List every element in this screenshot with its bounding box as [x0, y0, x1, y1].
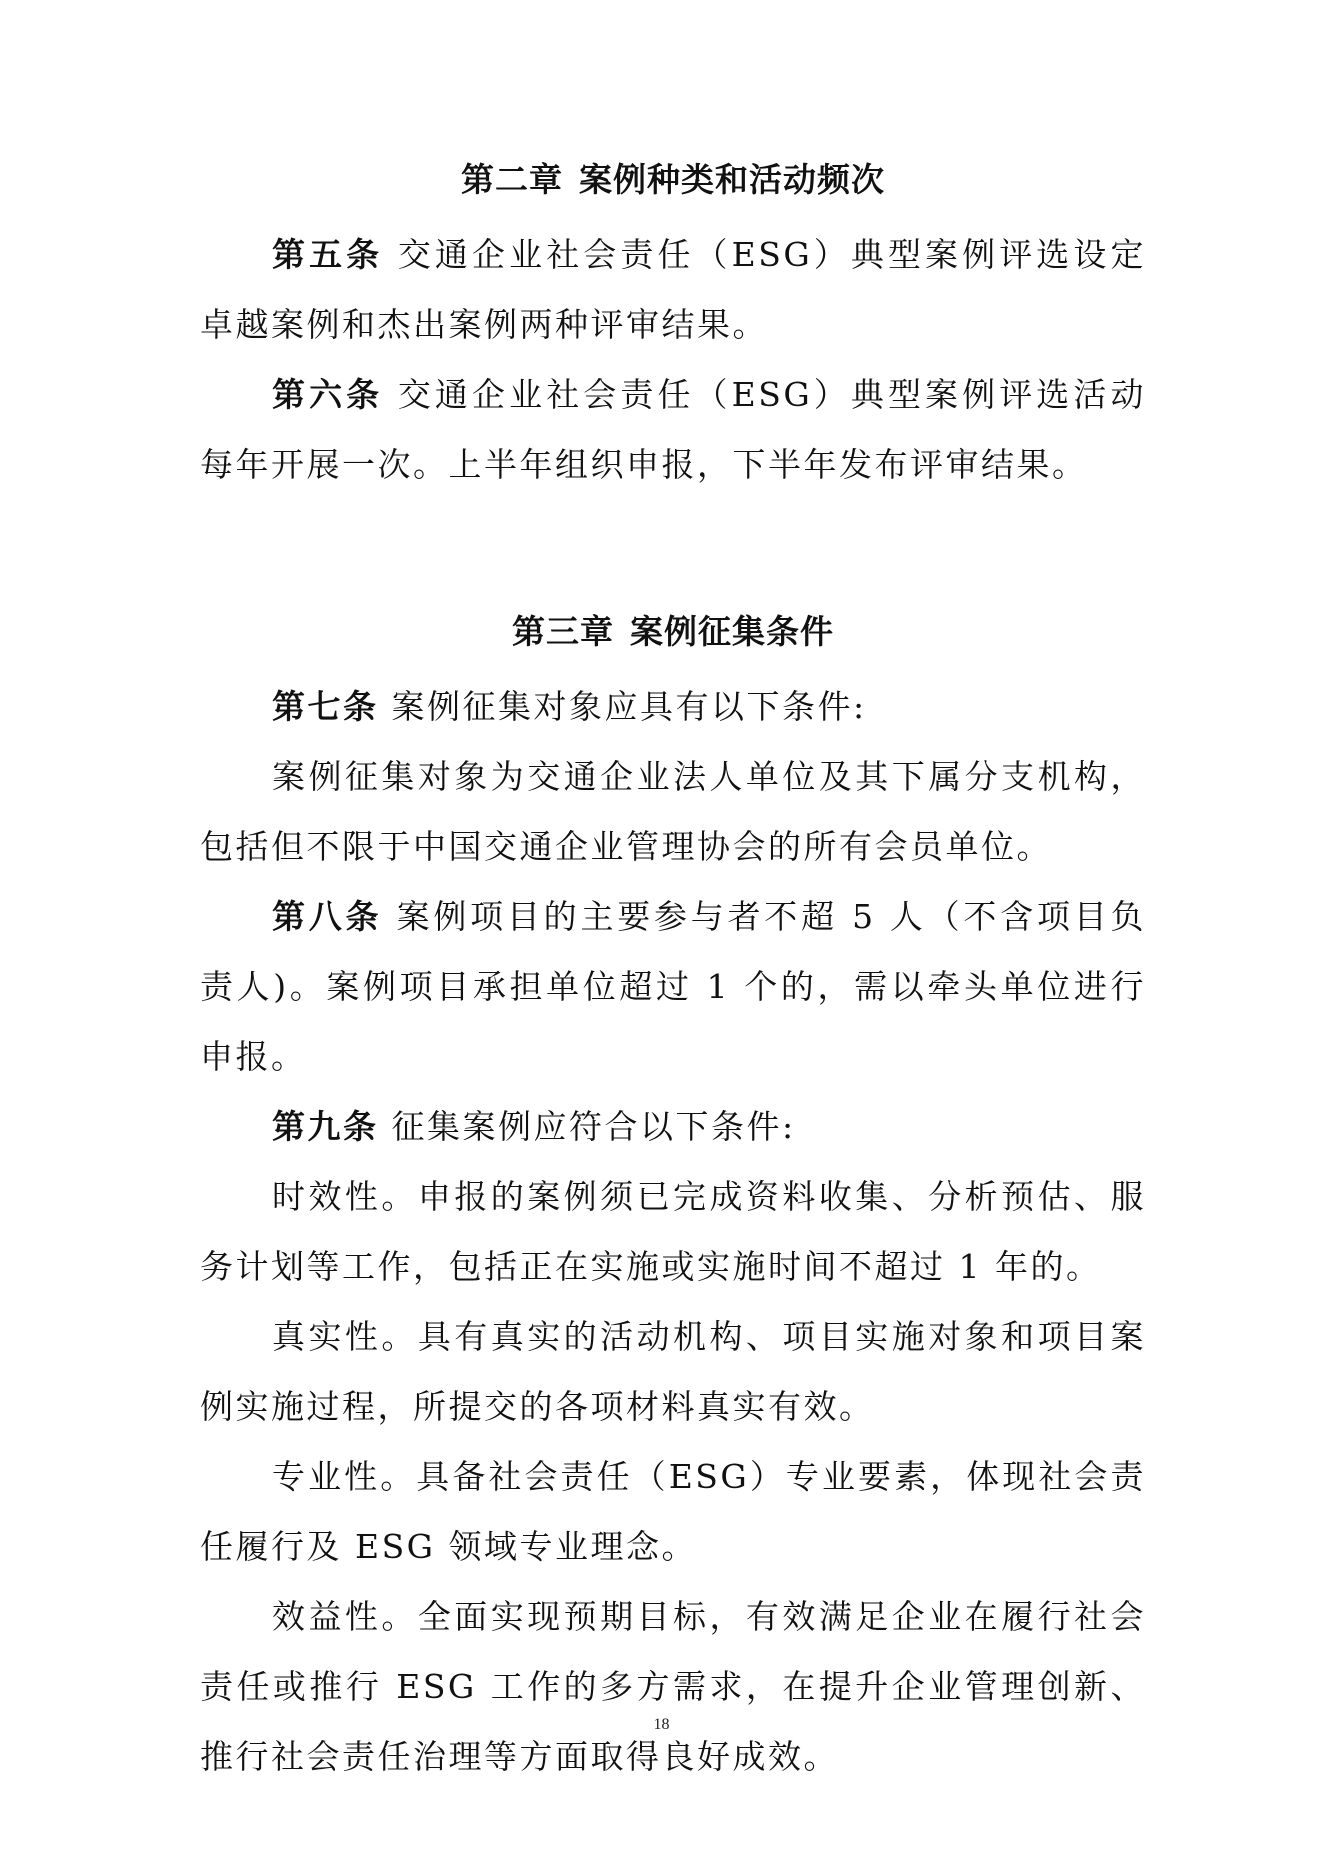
- article-8-label: 第八条: [272, 897, 383, 936]
- article-9-label: 第九条: [272, 1107, 379, 1146]
- article-5-label: 第五条: [272, 235, 384, 274]
- article-6-text: 交通企业社会责任（ESG）典型案例评选活动每年开展一次。上半年组织申报，下半年发布评审结果。: [200, 375, 1146, 484]
- article-8-text: 案例项目的主要参与者不超 5 人（不含项目负责人)。案例项目承担单位超过 1 个的，需以牵头单位进行申报。: [200, 897, 1146, 1076]
- article-9: [200, 1092, 1146, 1162]
- chapter-2-heading: [200, 158, 1146, 202]
- chapter-3-heading: [200, 610, 1146, 654]
- document-body: [200, 158, 1146, 1792]
- page-number: 18: [653, 1716, 670, 1733]
- article-9-text: 征集案例应符合以下条件:: [391, 1107, 796, 1146]
- chapter-3-number: 第三章: [512, 612, 614, 651]
- article-7-label: 第七条: [272, 687, 379, 726]
- condition-authenticity: 真实性。具有真实的活动机构、项目实施对象和项目案例实施过程，所提交的各项材料真实有效。: [200, 1317, 1146, 1426]
- chapter-2-number: 第二章: [461, 160, 563, 199]
- condition-professionalism: 专业性。具备社会责任（ESG）专业要素，体现社会责任履行及 ESG 领域专业理念。: [200, 1457, 1146, 1566]
- condition-effectiveness: 效益性。全面实现预期目标，有效满足企业在履行社会责任或推行 ESG 工作的多方需求，在提升企业管理创新、推行社会责任治理等方面取得良好成效。: [200, 1597, 1146, 1776]
- article-6: [200, 360, 1146, 500]
- condition-timeliness: 时效性。申报的案例须已完成资料收集、分析预估、服务计划等工作，包括正在实施或实施时间不超过 1 年的。: [200, 1177, 1146, 1286]
- article-7: [200, 672, 1146, 742]
- article-7-body: 案例征集对象为交通企业法人单位及其下属分支机构，包括但不限于中国交通企业管理协会的所有会员单位。: [200, 757, 1146, 866]
- article-8: [200, 882, 1146, 1092]
- chapter-2-title: 案例种类和活动频次: [579, 160, 885, 199]
- article-7-text: 案例征集对象应具有以下条件:: [391, 687, 867, 726]
- chapter-3-title: 案例征集条件: [630, 612, 834, 651]
- article-6-label: 第六条: [272, 375, 384, 414]
- article-5: [200, 220, 1146, 360]
- article-5-text: 交通企业社会责任（ESG）典型案例评选设定卓越案例和杰出案例两种评审结果。: [200, 235, 1146, 344]
